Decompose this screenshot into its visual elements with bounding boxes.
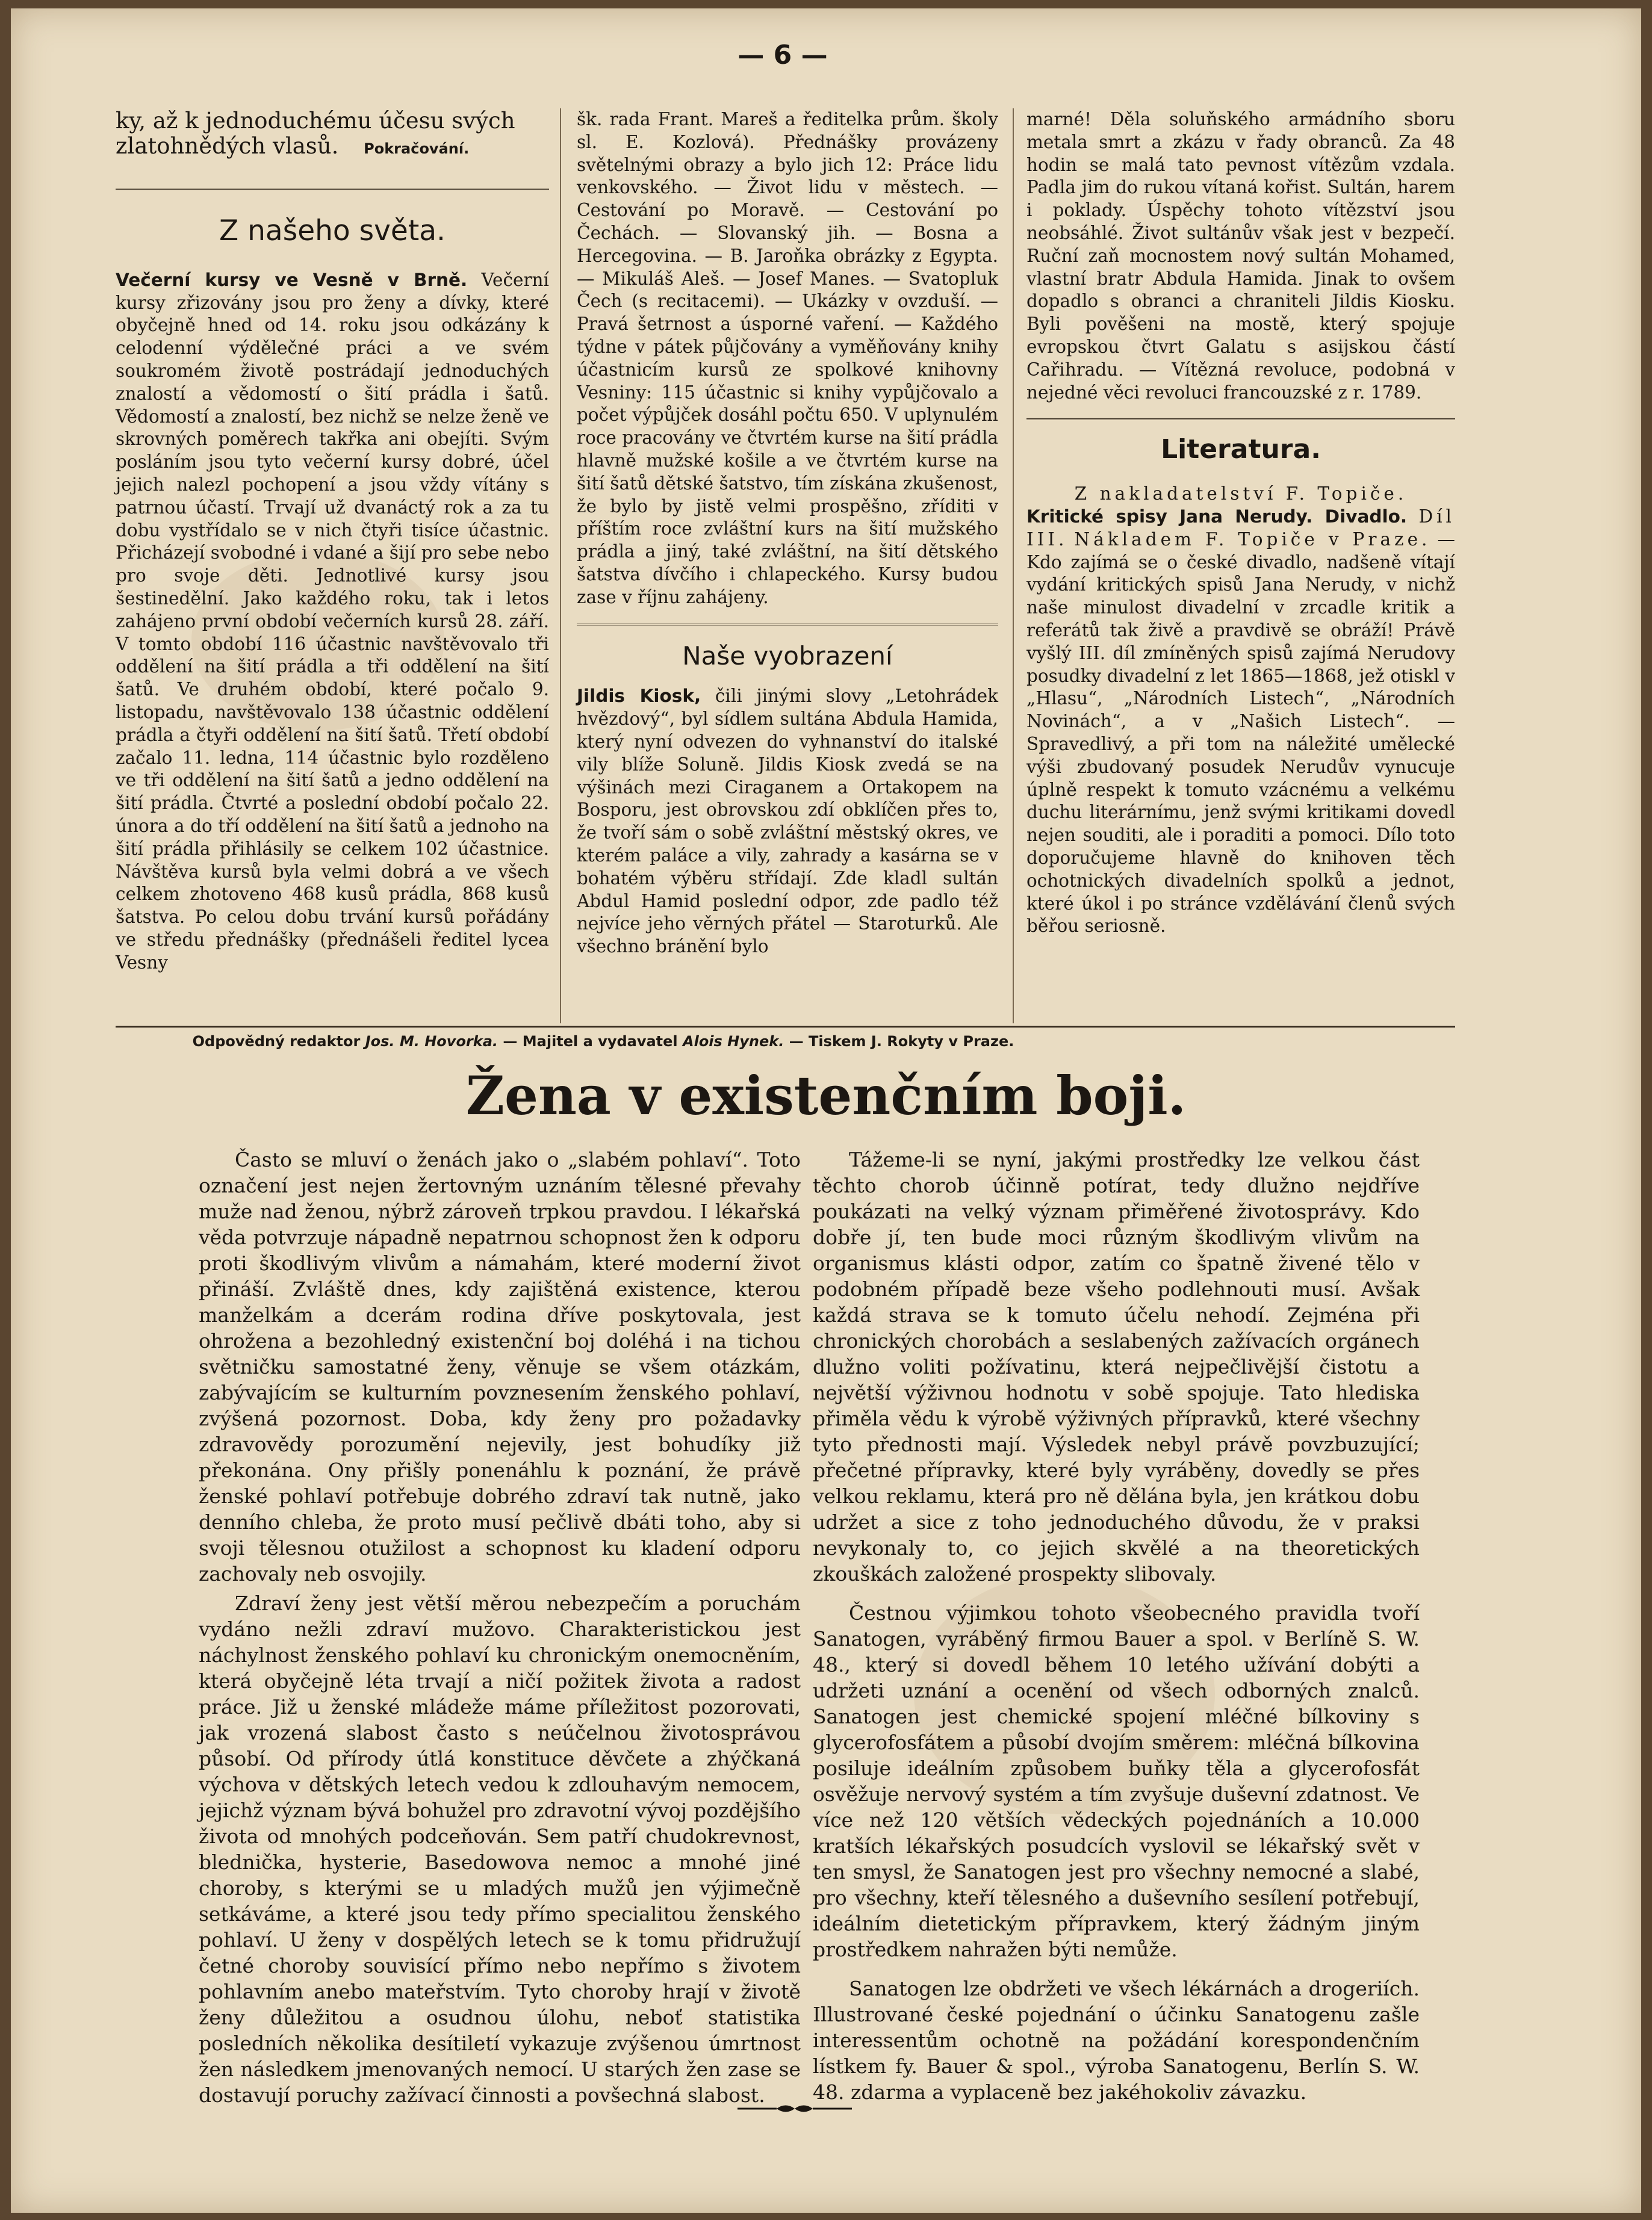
article-continuation: šk. rada Frant. Mareš a ředitelka prům. školy sl. E. Kozlová). Přednášky provázeny světelnými obrazy a bylo jich 12: Práce lidu venkovského. — Život lidu v městech. — Cestování po Moravě. — Cestování po Čechách. — Slovanský jih. — Bosna a Hercegovina. — B. Jaroňka obrázky z Egypta. — Mikuláš Aleš. — Josef Manes. — Svatopluk Čech (s recitacemi). — Ukázky v ovzduší. — Pravá šetrnost a úsporné vaření. — Každého týdne v pátek půjčovány a vyměňovány knihy účastnicím kursů ze spolkové knihovny Vesniny: 115 účastnic si knihy vypůjčovalo a počet výpůjček dosáhl počtu 650. V uplynulém roce pracovány ve čtvrtém kurse na šití prádla hlavně mužské košile a ve čtvrtém kurse na šití šatů dětské šatstvo, tím získána zkušenost, že bylo by jistě velmi prospěšno, zříditi v příštím roce zvláštní kurs na šití mužského prádla a jiný, také zvláštní, na šití dětského šatstva dívčího i chlapeckého. Kursy budou zase v říjnu zahájeny.: [577, 109, 998, 607]
article-body: čili jinými slovy „Letohrádek hvězdový“, byl sídlem sultána Abdula Hamida, který nyní odvezen do vyhnanství do italské vily blíže Soluně. Jildis Kiosk zvedá se na výšinách mezi Ciraganem a Ortakopem na Bosporu, jest obrovskou zdí obklíčen přes to, že tvoří sám o sobě zvláštní městský okres, ve kterém paláce a vily, zahrady a kasárna se v bohatém výběru střídají. Zde kladl sultán Abdul Hamid poslední odpor, zde padlo též nejvíce jeho věrných přátel — Staroturků. Ale všechno bránění bylo: [577, 686, 998, 957]
column-divider: [560, 108, 561, 1023]
column-2: [577, 108, 998, 958]
column-3: [1026, 108, 1455, 938]
continued-note: Pokračování.: [364, 140, 470, 157]
paragraph: Tážeme-li se nyní, jakými prostředky lze velkou část těchto chorob účinně potírat, tedy dlužno nejdříve poukázati na velký význam přiměřené životosprávy. Kdo dobře jí, ten bude moci různým škodlivým vlivům na organismus klásti odpor, zatím co špatně živené tělo v podobném případě beze všeho podlehnouti musí. Avšak každá strava se k tomuto účelu nehodí. Zejména při chronických chorobách a seslabených zažívacích orgánech dlužno voliti požívatinu, která nejpečlivější čistotu a největší výživnou hodnotu v sobě spojuje. Tato hlediska přiměla vědu k výrobě výživných přípravků, které všechny tyto přednosti mají. Výsledek nebyl právě povzbuzující; přečetné přípravky, které byly vyráběny, dovedly se přes velkou reklamu, která pro ně dělána byla, jen krátkou dobu udržet a sice z toho jednoduchého důvodu, že v praksi nevykonaly to, co jejich skvělé a na theoretických zkouškách založené prospekty slibovaly.: [813, 1148, 1420, 1586]
section-divider: [577, 624, 998, 625]
paragraph: Sanatogen lze obdržeti ve všech lékárnách a drogeriích. Illustrované české pojednání o účinku Sanatogenu zašle interessentům ochotně na požádání korespondenčním lístkem fy. Bauer & spol., výroba Sanatogenu, Berlín S. W. 48. zdarma a vyplaceně bez jakéhokoliv závazku.: [813, 1977, 1420, 2104]
editor-name: Jos. M. Hovorka.: [365, 1033, 498, 1050]
column-divider: [1013, 108, 1014, 1023]
continuation-text: ky, až k jednoduchému účesu svých zlatohnědých vlasů. Pokračování.: [116, 108, 515, 159]
article-title: Večerní kursy ve Vesně v Brně.: [116, 269, 468, 290]
ornament-divider: [734, 2100, 855, 2118]
section-title-z-naseho-sveta: Z našeho světa.: [219, 214, 446, 247]
column-1: [116, 108, 549, 975]
literature-review: [1026, 506, 1455, 938]
publisher-line: Z nakladatelství F. Topiče.: [1074, 483, 1408, 504]
main-article-title: Žena v existenčním boji.: [465, 1064, 1187, 1127]
owner-name: Alois Hynek.: [683, 1033, 784, 1050]
paragraph: Zdraví ženy jest větší měrou nebezpečím a poruchám vydáno nežli zdraví mužovo. Charakteristickou jest náchylnost ženského pohlaví ku chronickým onemocněním, která obyčejně léta trvají a ničí požitek života a radost práce. Již u ženské mládeže máme příležitost pozorovati, jak vrozená slabost často s neúčelnou životosprávou působí. Od přírody útlá konstituce děvčete a zhýčkaná výchova v dětských letech vedou k zdlouhavým nemocem, jejichž význam bývá bohužel pro zdravotní vývoj pozdějšího života od mnohých podceňován. Sem patří chudokrevnost, blednička, hysterie, Basedowova nemoc a mnohé jiné choroby, s kterými se u mladých mužů jen výjimečně setkáváme, a které jsou tedy přímo specialitou ženského pohlaví. U ženy v dospělých letech se k tomu přidružují četné choroby souvisící přímo nebo nepřímo s životem pohlavním anebo mateřstvím. Tyto choroby hrají v životě ženy důležitou a osudnou úlohu, neboť statistika posledních několika desítiletí vykazuje zvýšenou úmrtnost žen následkem jmenovaných nemocí. U starých žen zase se dostavují poruchy zažívací činnosti a povšechná slabost.: [199, 1592, 801, 2107]
imprint-line: Odpovědný redaktor Jos. M. Hovorka. — Majitel a vydavatel Alois Hynek. — Tiskem J. Rokyty v Praze.: [192, 1033, 1014, 1050]
section-title-literatura: Literatura.: [1161, 434, 1321, 465]
book-publisher: Nákladem F. Topiče v Praze.: [1074, 529, 1431, 550]
main-article-right-column: [813, 1147, 1420, 2109]
section-title-nase-vyobrazeni: Naše vyobrazení: [682, 640, 893, 671]
paragraph: Často se mluví o ženách jako o „slabém pohlaví“. Toto označení jest nejen žertovným uznáním tělesné převahy muže nad ženou, nýbrž zároveň trpkou pravdou. I lékařská věda potvrzuje nápadně nepatrnou schopnost žen k odporu proti škodlivým vlivům a námahám, které moderní život přináší. Zvláště dnes, kdy zajištěná existence, kterou manželkám a dcerám rodina dříve poskytovala, jest ohrožena a bezohledný existenční boj doléhá i na tichou světničku samostatné ženy, věnuje se všem otázkám, zabývajícím se kulturním povznesením ženského pohlaví, zvýšená pozornost. Doba, kdy ženy pro požadavky zdravovědy porozumění nejevily, jest bohudíky již překonána. Ony přišly ponenáhlu k poznání, že právě ženské pohlaví potřebuje dobrého zdraví tak nutně, jako denního chleba, že proto musí pečlivě dbáti toho, aby si svoji tělesnou otužilost a schopnost ku kladení odporu zachovaly neb osvojily.: [199, 1148, 801, 1586]
main-article-left-column: [199, 1147, 801, 2112]
book-volume: Díl III.: [1026, 506, 1455, 550]
paragraph: Čestnou výjimkou tohoto všeobecného pravidla tvoří Sanatogen, vyráběný firmou Bauer a spol. v Berlíně S. W. 48., který si dovedl během 10 letého užívání dobýti a udržeti uznání a ocenění od všech odborných znalců. Sanatogen jest chemické spojení mléčné bílkoviny s glycerofosfátem a působí dvojím směrem: mléčná bílkovina posiluje ideálním způsobem buňky těla a glycerofosfát osvěžuje nervový systém a tím zvyšuje duševní zdatnost. Ve více než 120 větších vědeckých pojednáních a 10.000 kratších lékařských posudcích vyslovil se lékařský svět v ten smysl, že Sanatogen jest pro všechny nemocné a slabé, pro všechny, kteří tělesného a duševního sesílení potřebují, ideálním dietetickým přípravkem, který žádným jiným prostředkem nahražen býti nemůže.: [813, 1601, 1420, 1961]
page-number: — 6 —: [738, 40, 828, 70]
article-vecerni-kursy: [116, 269, 549, 975]
review-body: — Kdo zajímá se o české divadlo, nadšeně vítají vydání kritických spisů Jana Nerudy, v nichž naše minulost divadelní v zrcadle kritik a referátů tak živě a pravdivě se obráží! Právě vyšlý III. díl zmíněných spisů zajímá Nerudovy posudky divadelní z let 1865—1868, jež otiskl v „Hlasu“, „Národních Listech“, „Národních Novinách“, a v „Našich Listech“. — Spravedlivý, a při tom na náležité umělecké výši zbudovaný posudek Nerudův vynucuje úplně respekt k tomuto vzácnému a velkému duchu literárnímu, jenž svými kritikami dovedl nejen souditi, ale i poraditi a pomoci. Dílo toto doporučujeme hlavně do knihoven těch ochotnických divadelních spolků a jednot, které úkol i po stránce vzdělávání členů svých běřou seriosně.: [1026, 529, 1455, 937]
section-divider: [116, 188, 549, 190]
article-title: Jildis Kiosk,: [577, 686, 701, 707]
article-continuation: marné! Děla soluňského armádního sboru metala smrt a zkázu v řady obranců. Za 48 hodin se malá tato pevnost vítězům vzdala. Padla jim do rukou vítaná kořist. Sultán, harem i poklady. Úspěchy tohoto vítězství jsou neobsáhlé. Život sultánův však jest v bezpečí. Ruční zaň mocnostem nový sultán Mohamed, vlastní bratr Abdula Hamida. Jinak to ovšem dopadlo s obranci a chraniteli Jildis Kiosku. Byli pověšeni na mostě, který spojuje evropskou čtvrt Galatu s asijskou částí Cařihradu. — Vítězná revoluce, podobná v nejedné věci revoluci francouzské z r. 1789.: [1026, 109, 1455, 403]
printer: — Tiskem J. Rokyty v Praze.: [789, 1033, 1014, 1050]
section-divider: [1026, 418, 1455, 420]
article-body: Večerní kursy zřizovány jsou pro ženy a dívky, které obyčejně hned od 14. roku jsou odkázány k celodenní výdělečné práci a ve svém soukromém životě postrádají jednoduchých znalostí a vědomostí o šití prádla i šatů. Vědomostí a znalostí, bez nichž se nelze ženě ve skrovných poměrech takřka ani obejíti. Svým posláním jsou tyto večerní kursy dobré, účel jejich nalezl pochopení a jsou vždy vítány s patrnou účastí. Trvají už dvanáctý rok a za tu dobu vystřídalo se v nich čtyři tisíce účastnic. Přicházejí svobodné i vdané a šijí pro sebe nebo pro svoje děti. Jednotlivé kursy jsou šestinedělní. Jako každého roku, tak i letos zahájeno první období večerních kursů 28. září. V tomto období 116 účastnic navštěvovalo tři oddělení na šití prádla a tři oddělení na šití šatů. Ve druhém období, které počalo 9. listopadu, navštěvovalo 138 účastnic oddělení prádla a čtyři oddělení na šití šatů. Třetí období začalo 11. ledna, 114 účastnic bylo rozděleno ve tři oddělení na šití šatů a jedno oddělení na šití prádla. Čtvrté a poslední období počalo 22. února a do tří oddělení na šití šatů a jednoho na šití prádla přihlásily se celkem 102 účastnice. Návštěva kursů byla velmi dobrá a ve všech celkem zhotoveno 468 kusů prádla, 868 kusů šatstva. Po celou dobu trvání kursů pořádány ve středu přednášky (přednášeli ředitel lycea Vesny: [116, 269, 549, 973]
article-jildis-kiosk: [577, 685, 998, 958]
imprint-rule: [116, 1026, 1455, 1028]
book-title: Kritické spisy Jana Nerudy. Divadlo.: [1026, 506, 1408, 527]
